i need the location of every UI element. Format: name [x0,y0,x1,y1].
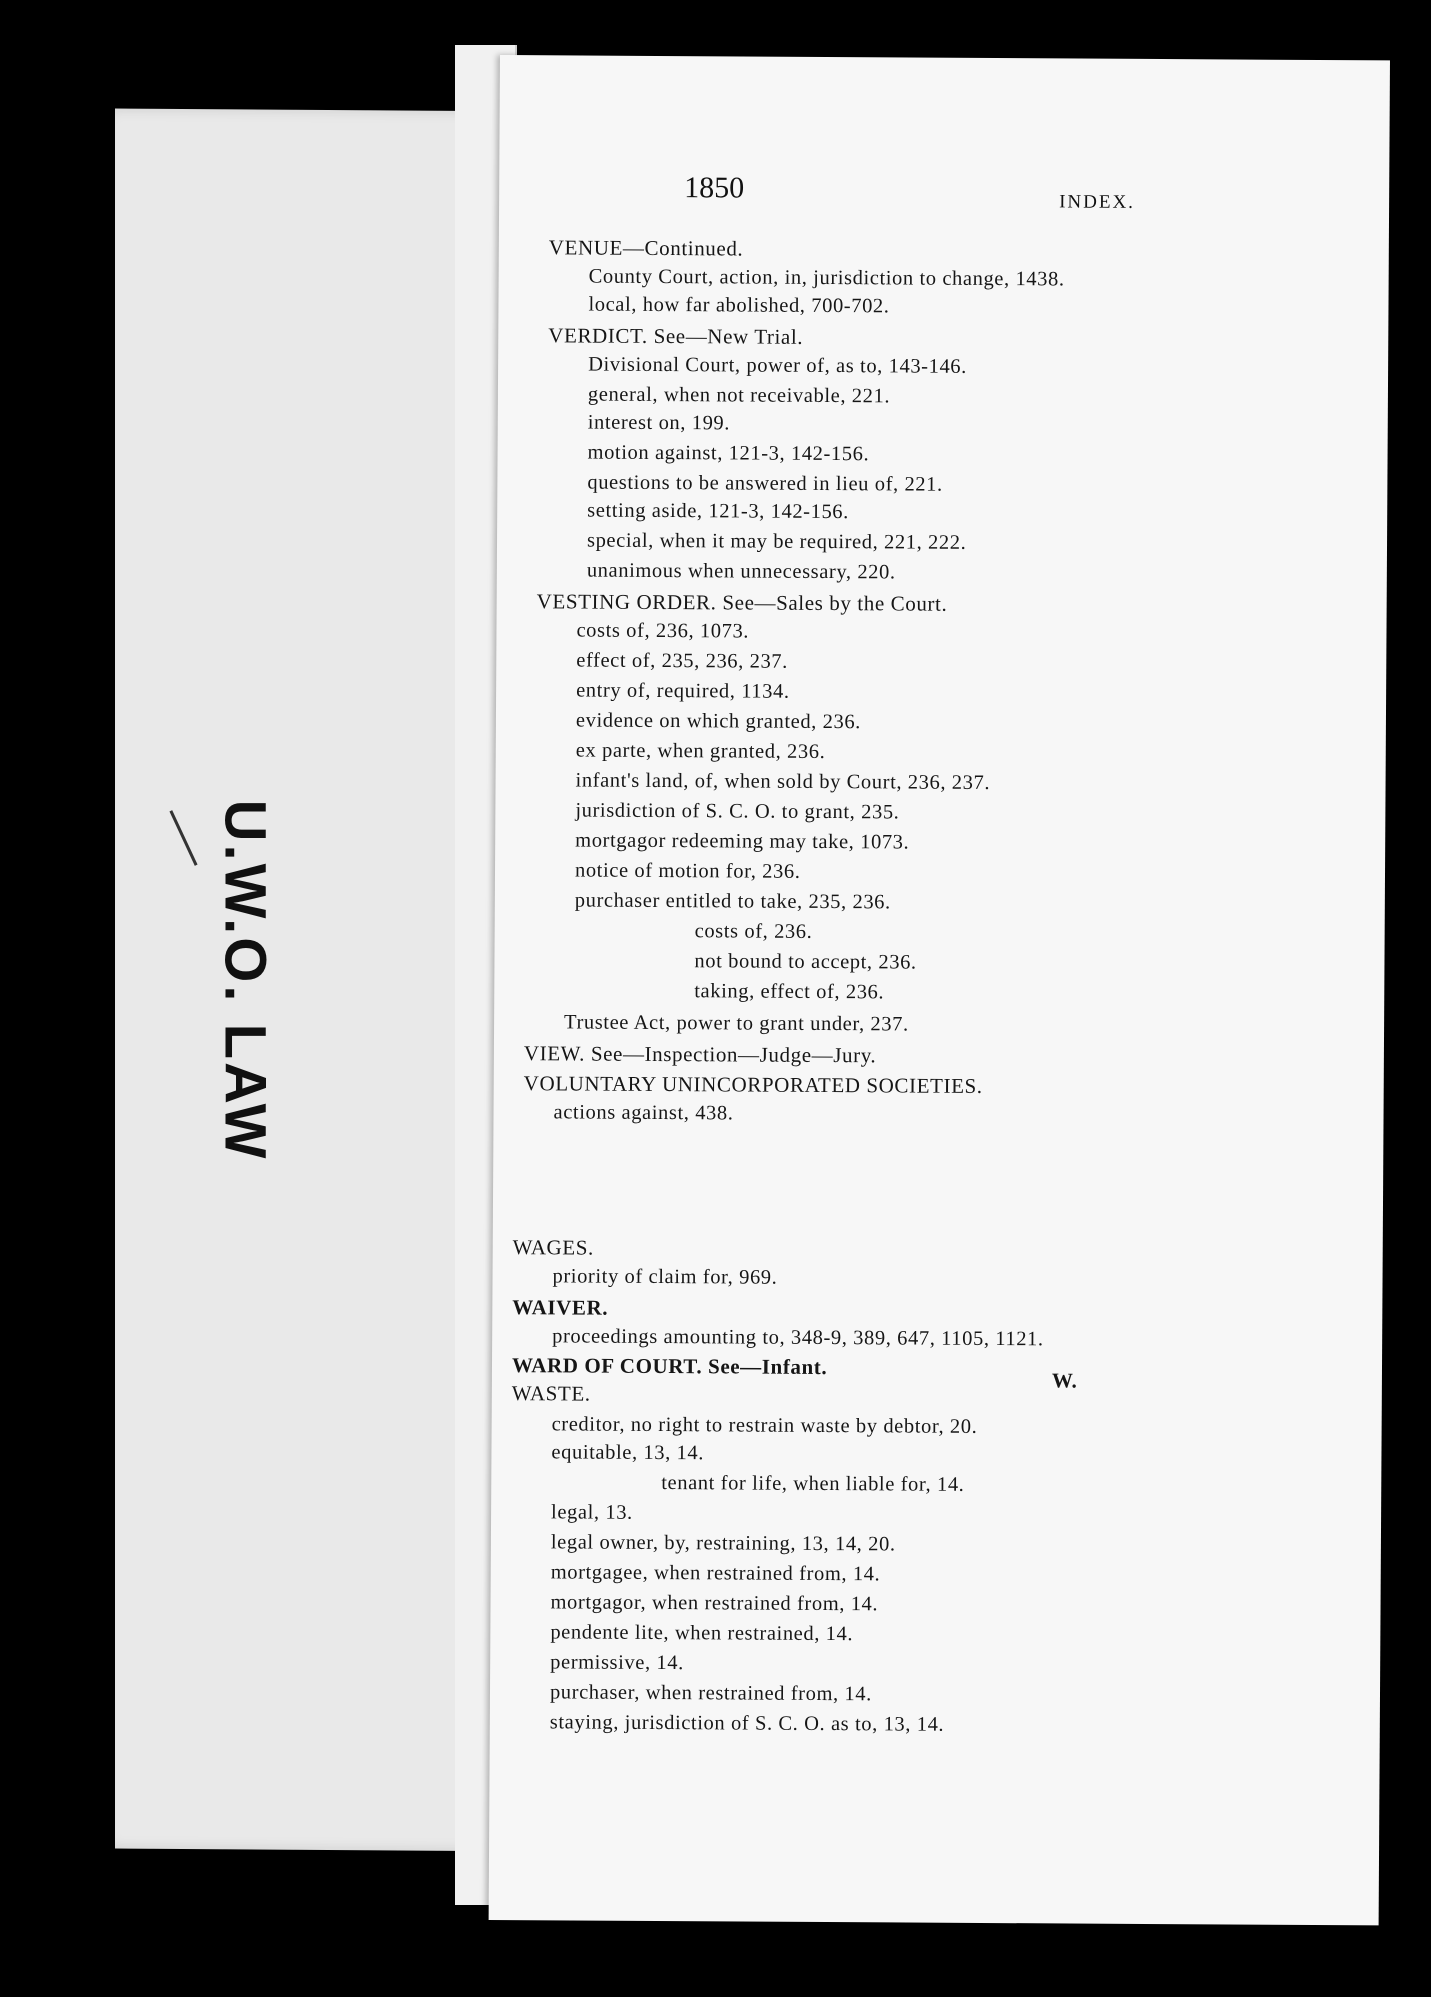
index-entry: WAIVER. [512,1295,609,1320]
index-entry: special, when it may be required, 221, 222. [586,529,967,554]
index-entry: effect of, 235, 236, 237. [576,649,788,673]
index-entry: VOLUNTARY UNINCORPORATED SOCIETIES. [523,1071,983,1098]
index-entry: legal, 13. [551,1501,633,1524]
index-entry: local, how far abolished, 700-702. [588,293,890,318]
index-entry: costs of, 236, 1073. [576,619,750,643]
index-entry: VESTING ORDER. See—Sales by the Court. [536,589,948,616]
index-entry: priority of claim for, 969. [552,1265,778,1289]
index-entry: tenant for life, when liable for, 14. [661,1472,965,1496]
index-entry: mortgagee, when restrained from, 14. [550,1561,881,1586]
index-entry: evidence on which granted, 236. [575,709,862,734]
index-entry: staying, jurisdiction of S. C. O. as to, 13, 14. [549,1711,945,1736]
index-entry: Trustee Act, power to grant under, 237. [564,1011,909,1036]
index-entry: purchaser, when restrained from, 14. [549,1681,872,1706]
index-entry: ex parte, when granted, 236. [575,739,826,764]
index-entry: general, when not receivable, 221. [587,383,891,408]
index-entry: interest on, 199. [587,411,731,435]
index-entry: jurisdiction of S. C. O. to grant, 235. [575,799,900,824]
index-entry: pendente lite, when restrained, 14. [550,1621,854,1646]
letter-heading: W. [1051,1368,1078,1393]
index-entry: VERDICT. See—New Trial. [548,323,804,349]
index-entry: not bound to accept, 236. [694,950,917,974]
library-stamp [205,799,285,1161]
index-entry: WAGES. [512,1235,594,1260]
running-head: INDEX. [1059,191,1136,213]
index-entry: questions to be answered in lieu of, 221. [587,471,943,496]
index-entry: motion against, 121-3, 142-156. [587,441,870,466]
index-entry: entry of, required, 1134. [576,679,790,703]
index-entry: VIEW. See—Inspection—Judge—Jury. [523,1041,877,1068]
index-entry: setting aside, 121-3, 142-156. [587,499,849,524]
index-page [489,55,1390,1925]
index-entry: WARD OF COURT. See—Infant. [511,1353,828,1380]
index-entry: mortgagor, when restrained from, 14. [550,1591,879,1616]
index-body [499,235,1389,1736]
index-entry: WASTE. [511,1381,591,1406]
index-entry: infant's land, of, when sold by Court, 236, 237. [575,769,991,795]
index-entry: proceedings amounting to, 348-9, 389, 647, 1105, 1121. [552,1325,1044,1351]
index-entry: equitable, 13, 14. [551,1441,705,1465]
index-entry: taking, effect of, 236. [694,980,885,1004]
index-entry: notice of motion for, 236. [574,859,801,883]
page-number: 1850 [684,171,745,205]
index-entry: actions against, 438. [553,1101,734,1125]
index-entry: permissive, 14. [550,1651,684,1675]
page-header [684,171,1404,235]
index-entry: Divisional Court, power of, as to, 143-146. [588,353,967,378]
index-entry: VENUE—Continued. [548,235,744,261]
index-entry: purchaser entitled to take, 235, 236. [574,889,891,914]
index-entry: creditor, no right to restrain waste by debtor, 20. [551,1413,978,1438]
library-stamp-text: U.W.O. LAW [212,799,278,1161]
index-entry: legal owner, by, restraining, 13, 14, 20. [550,1531,896,1556]
index-entry: unanimous when unnecessary, 220. [586,559,896,584]
index-entry: County Court, action, in, jurisdiction to change, 1438. [588,265,1065,291]
index-entry: mortgagor redeeming may take, 1073. [575,829,910,854]
index-entry: costs of, 236. [694,920,813,943]
